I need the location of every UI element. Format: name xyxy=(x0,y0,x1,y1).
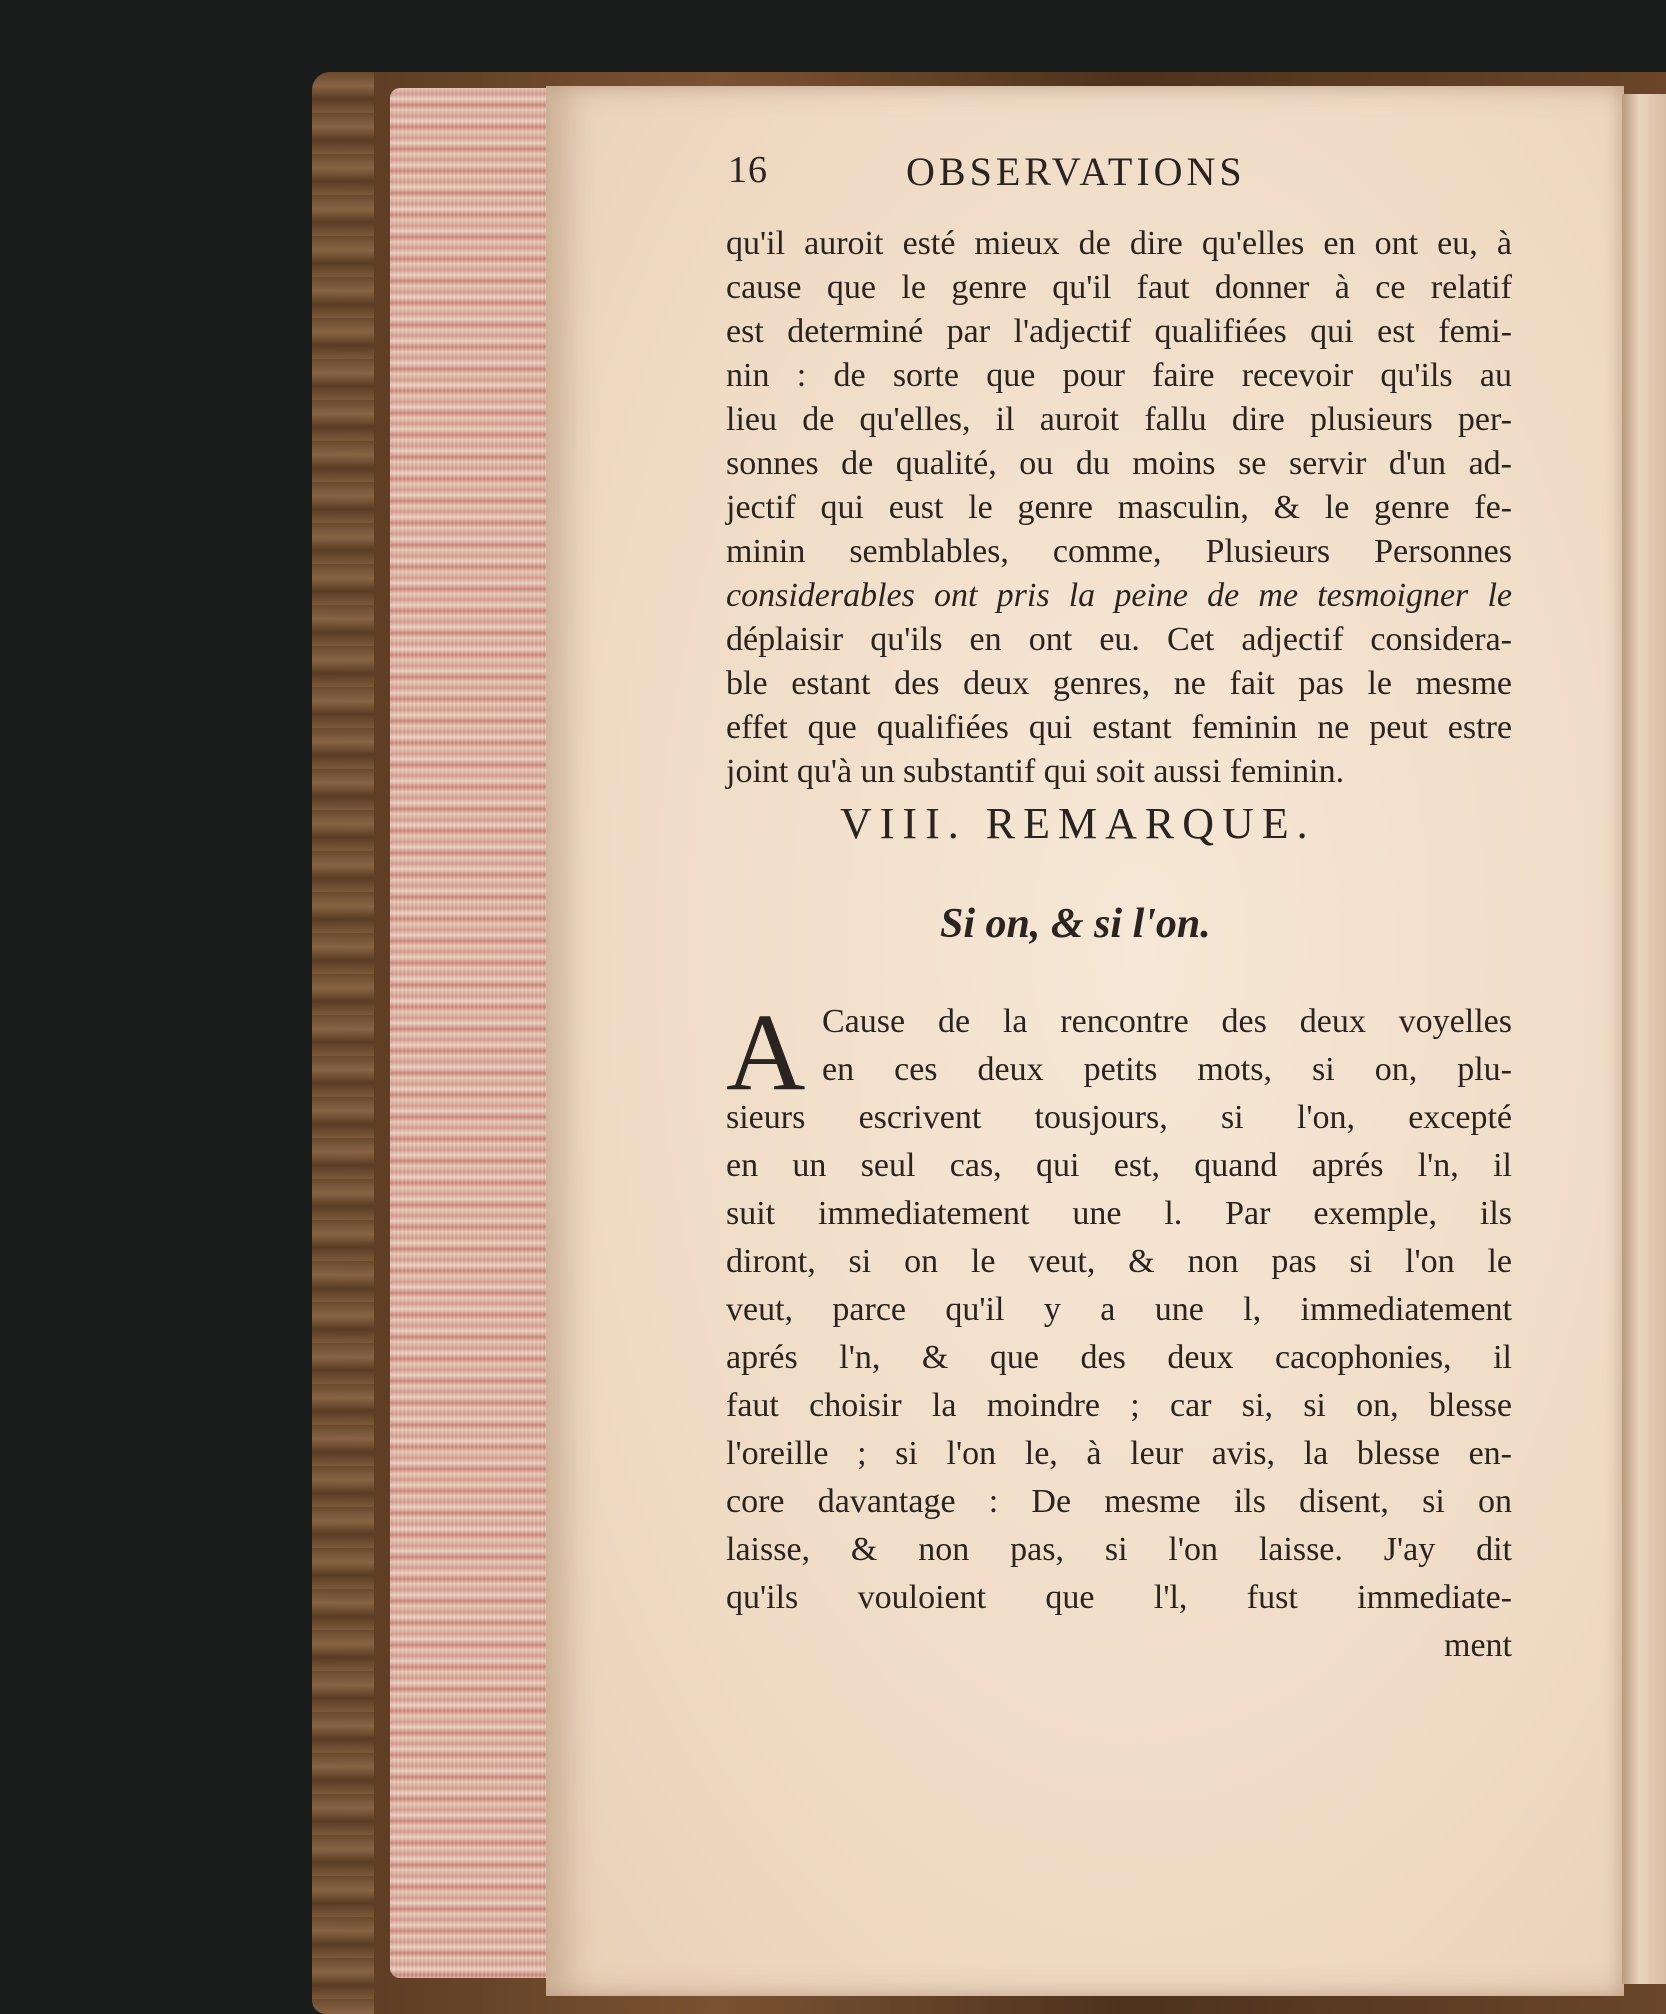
page-edges xyxy=(390,88,548,1978)
text-line: core davantage : De mesme ils disent, si on xyxy=(726,1483,1512,1520)
text-line: qu'ils vouloient que l'l, fust immediate- xyxy=(726,1579,1512,1616)
drop-cap: A xyxy=(726,991,806,1113)
text-line: faut choisir la moindre ; car si, si on, blesse xyxy=(726,1387,1512,1424)
leather-cover xyxy=(312,72,374,2014)
text-line: ble estant des deux genres, ne fait pas le mesme xyxy=(726,665,1512,702)
text-line: déplaisir qu'ils en ont eu. Cet adjectif considera- xyxy=(726,621,1512,658)
text-line: considerables ont pris la peine de me tesmoigner le xyxy=(726,577,1512,614)
text-line: effet que qualifiées qui estant feminin ne peut estre xyxy=(726,709,1512,746)
facing-page-edge xyxy=(1622,94,1666,1984)
text-line: aprés l'n, & que des deux cacophonies, il xyxy=(726,1339,1512,1376)
text-line: veut, parce qu'il y a une l, immediatement xyxy=(726,1291,1512,1328)
text-line: sieurs escrivent tousjours, si l'on, excepté xyxy=(726,1099,1512,1136)
page-number: 16 xyxy=(728,149,768,191)
text-line: Cause de la rencontre des deux voyelles xyxy=(822,1003,1512,1040)
remark-heading: VIII. REMARQUE. xyxy=(840,799,1316,848)
text-line: est determiné par l'adjectif qualifiées qui est femi- xyxy=(726,313,1512,350)
text-line: l'oreille ; si l'on le, à leur avis, la blesse en- xyxy=(726,1435,1512,1472)
text-line: cause que le genre qu'il faut donner à ce relatif xyxy=(726,269,1512,306)
running-title: OBSERVATIONS xyxy=(906,149,1246,194)
text-line: nin : de sorte que pour faire recevoir qu'ils au xyxy=(726,357,1512,394)
text-line: laisse, & non pas, si l'on laisse. J'ay dit xyxy=(726,1531,1512,1568)
text-line: en ces deux petits mots, si on, plu- xyxy=(822,1051,1512,1088)
text-line: en un seul cas, qui est, quand aprés l'n, il xyxy=(726,1147,1512,1184)
text-line: lieu de qu'elles, il auroit fallu dire plusieurs per- xyxy=(726,401,1512,438)
text-line: sonnes de qualité, ou du moins se servir d'un ad- xyxy=(726,445,1512,482)
page-header xyxy=(728,148,1368,208)
text-line: minin semblables, comme, Plusieurs Personnes xyxy=(726,533,1512,570)
text-line: qu'il auroit esté mieux de dire qu'elles en ont eu, à xyxy=(726,225,1512,262)
catchword: ment xyxy=(1444,1627,1512,1664)
text-line: jectif qui eust le genre masculin, & le genre fe- xyxy=(726,489,1512,526)
remark-subtitle: Si on, & si l'on. xyxy=(940,901,1211,947)
text-line: diront, si on le veut, & non pas si l'on le xyxy=(726,1243,1512,1280)
text-line: suit immediatement une l. Par exemple, ils xyxy=(726,1195,1512,1232)
text-line: joint qu'à un substantif qui soit aussi feminin. xyxy=(726,753,1345,790)
